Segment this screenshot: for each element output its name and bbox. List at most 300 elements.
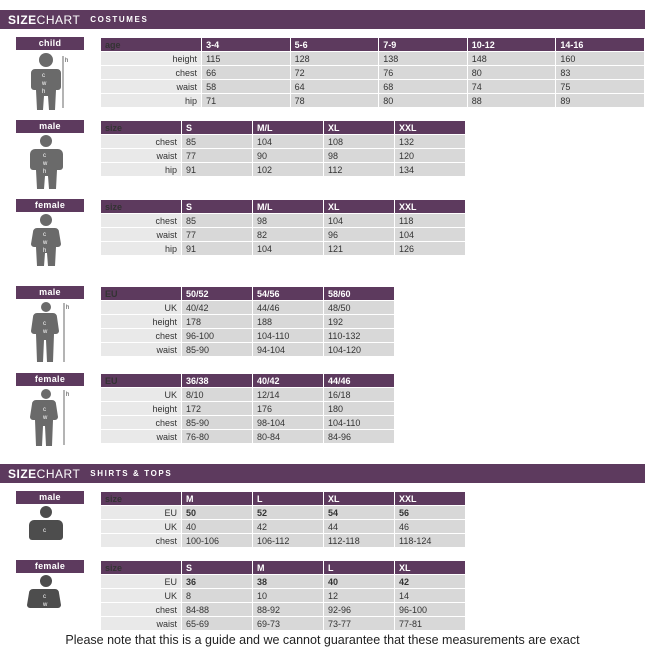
cell: 71 [202, 94, 291, 108]
cell-blank [466, 575, 645, 589]
table-header-row [101, 38, 645, 52]
header-cell: size [101, 200, 182, 214]
cell: 8/10 [182, 388, 253, 402]
cell: 128 [290, 52, 379, 66]
cell: 89 [556, 94, 645, 108]
cell: 180 [324, 402, 395, 416]
cell: 118 [395, 214, 466, 228]
section-female-tops [0, 560, 645, 631]
cell-blank [466, 534, 645, 548]
cell-blank [527, 315, 645, 329]
male-tall-figure [15, 299, 85, 365]
cell: 172 [182, 402, 253, 416]
cell: 126 [395, 242, 466, 256]
cell: 46 [395, 520, 466, 534]
section-male-tops [0, 491, 645, 552]
row-label: hip [101, 242, 182, 256]
cell: 91 [182, 163, 253, 177]
cell: 52 [253, 506, 324, 520]
cell: 69-73 [253, 617, 324, 631]
mark-c: c [43, 407, 46, 413]
cell: 72 [290, 66, 379, 80]
header-cell: XL [324, 200, 395, 214]
table-row [101, 214, 645, 228]
header-cell: L [324, 561, 395, 575]
table-row [101, 135, 645, 149]
header-cell: M [182, 492, 253, 506]
cell: 104-110 [324, 416, 395, 430]
cell: 112 [324, 163, 395, 177]
table-female-tops [100, 560, 645, 631]
mark-w: w [43, 329, 48, 335]
cell: 134 [395, 163, 466, 177]
table-row [101, 589, 645, 603]
banner-subtitle: SHIRTS & TOPS [90, 469, 173, 478]
row-label: waist [101, 228, 182, 242]
header-cell: EU [101, 374, 182, 388]
cell-blank [395, 430, 527, 444]
row-label: UK [101, 520, 182, 534]
section-tag-male-tops: male [16, 491, 84, 504]
mark-h: h [65, 58, 69, 64]
section-tag-male-eu: male [16, 286, 84, 299]
table-row [101, 506, 645, 520]
table-row [101, 242, 645, 256]
header-blank [466, 492, 645, 506]
figure-column [0, 373, 100, 448]
header-cell: M [253, 561, 324, 575]
header-blank [466, 121, 645, 135]
cell: 88 [467, 94, 556, 108]
cell: 10 [253, 589, 324, 603]
cell: 64 [290, 80, 379, 94]
cell: 73-77 [324, 617, 395, 631]
header-blank [466, 200, 645, 214]
cell: 36 [182, 575, 253, 589]
row-label: chest [101, 416, 182, 430]
table-column [100, 373, 645, 444]
mark-h: h [66, 305, 70, 311]
cell: 40/42 [182, 301, 253, 315]
spacer [0, 191, 645, 199]
cell: 50 [182, 506, 253, 520]
cell: 83 [556, 66, 645, 80]
cell: 65-69 [182, 617, 253, 631]
cell: 40 [182, 520, 253, 534]
header-cell: size [101, 492, 182, 506]
table-row [101, 66, 645, 80]
table-row [101, 80, 645, 94]
header-cell: 54/56 [253, 287, 324, 301]
cell: 104-110 [253, 329, 324, 343]
table-row [101, 52, 645, 66]
mark-c: c [43, 321, 46, 327]
female-figure [15, 212, 85, 270]
cell-blank [466, 617, 645, 631]
table-column [100, 199, 645, 256]
cell: 74 [467, 80, 556, 94]
mark-h: h [66, 392, 70, 398]
figure-column [0, 120, 100, 191]
table-column [100, 560, 645, 631]
row-label: chest [101, 214, 182, 228]
cell: 44/46 [253, 301, 324, 315]
spacer [0, 365, 645, 373]
table-header-row [101, 492, 645, 506]
cell: 68 [379, 80, 468, 94]
cell: 178 [182, 315, 253, 329]
header-cell: S [182, 561, 253, 575]
header-cell: age [101, 38, 202, 52]
cell: 80 [467, 66, 556, 80]
row-label: chest [101, 135, 182, 149]
cell-blank [395, 402, 527, 416]
row-label: chest [101, 534, 182, 548]
figure-column [0, 37, 100, 112]
table-header-row [101, 121, 645, 135]
cell: 82 [253, 228, 324, 242]
mark-hip: h [43, 169, 47, 175]
cell: 80-84 [253, 430, 324, 444]
cell: 58 [202, 80, 291, 94]
table-row [101, 329, 645, 343]
table-male-costume [100, 120, 645, 177]
header-cell: XL [324, 121, 395, 135]
cell: 102 [253, 163, 324, 177]
section-tag-child: child [16, 37, 84, 50]
cell-blank [466, 603, 645, 617]
header-cell: 3-4 [202, 38, 291, 52]
cell: 85-90 [182, 343, 253, 357]
section-tag-female-tops: female [16, 560, 84, 573]
table-row [101, 94, 645, 108]
cell-blank [527, 301, 645, 315]
table-row [101, 301, 645, 315]
mark-hip: h [42, 89, 46, 95]
header-blank [527, 374, 645, 388]
section-male-costume [0, 120, 645, 191]
cell: 104 [324, 214, 395, 228]
spacer [0, 483, 645, 491]
cell: 96 [324, 228, 395, 242]
section-male-eu [0, 286, 645, 365]
table-female-eu [100, 373, 645, 444]
header-cell: XXL [395, 492, 466, 506]
cell: 96-100 [182, 329, 253, 343]
cell: 85-90 [182, 416, 253, 430]
table-row [101, 343, 645, 357]
cell-blank [466, 589, 645, 603]
banner-title-bold: SIZE [8, 466, 37, 481]
table-column [100, 286, 645, 357]
table-row [101, 603, 645, 617]
header-cell: 7-9 [379, 38, 468, 52]
table-header-row [101, 561, 645, 575]
cell: 78 [290, 94, 379, 108]
cell: 12 [324, 589, 395, 603]
spacer [0, 29, 645, 37]
cell-blank [527, 402, 645, 416]
cell-blank [527, 430, 645, 444]
cell: 84-88 [182, 603, 253, 617]
table-row [101, 402, 645, 416]
footnote: Please note that this is a guide and we cannot guarantee that these measurements are exact [65, 633, 580, 647]
mark-c: c [43, 232, 46, 238]
table-male-eu [100, 286, 645, 357]
row-label: chest [101, 66, 202, 80]
cell: 48/50 [324, 301, 395, 315]
cell: 84-96 [324, 430, 395, 444]
cell: 104 [253, 135, 324, 149]
figure-column [0, 560, 100, 621]
cell: 192 [324, 315, 395, 329]
header-cell: S [182, 200, 253, 214]
cell-blank [466, 163, 645, 177]
header-cell: EU [101, 287, 182, 301]
cell-blank [466, 506, 645, 520]
cell: 104 [253, 242, 324, 256]
child-figure [15, 50, 85, 112]
cell-blank [395, 416, 527, 430]
cell: 42 [395, 575, 466, 589]
cell-blank [466, 214, 645, 228]
row-label: chest [101, 603, 182, 617]
header-cell: size [101, 121, 182, 135]
row-label: waist [101, 430, 182, 444]
banner-subtitle: COSTUMES [90, 15, 149, 24]
header-cell: XXL [395, 121, 466, 135]
cell: 100-106 [182, 534, 253, 548]
table-column [100, 37, 645, 108]
cell: 76 [379, 66, 468, 80]
table-column [100, 120, 645, 177]
cell: 12/14 [253, 388, 324, 402]
cell: 96-100 [395, 603, 466, 617]
table-row [101, 163, 645, 177]
header-cell: S [182, 121, 253, 135]
figure-column [0, 286, 100, 365]
banner-title-bold: SIZE [8, 12, 37, 27]
row-label: waist [101, 343, 182, 357]
cell: 77 [182, 149, 253, 163]
cell: 138 [379, 52, 468, 66]
cell: 40 [324, 575, 395, 589]
cell-blank [466, 135, 645, 149]
cell: 77 [182, 228, 253, 242]
cell-blank [527, 343, 645, 357]
mark-w: w [43, 415, 48, 421]
header-cell: XXL [395, 200, 466, 214]
cell: 85 [182, 135, 253, 149]
header-cell: 14-16 [556, 38, 645, 52]
table-child [100, 37, 645, 108]
cell: 90 [253, 149, 324, 163]
cell: 160 [556, 52, 645, 66]
mark-w: w [43, 161, 48, 167]
cell: 42 [253, 520, 324, 534]
cell: 98 [253, 214, 324, 228]
banner-title-light: CHART [36, 466, 81, 481]
cell: 8 [182, 589, 253, 603]
mark-c: c [43, 528, 46, 534]
cell: 110-132 [324, 329, 395, 343]
header-cell: M/L [253, 200, 324, 214]
cell-blank [527, 329, 645, 343]
cell-blank [395, 329, 527, 343]
cell: 176 [253, 402, 324, 416]
header-cell: M/L [253, 121, 324, 135]
cell-blank [466, 242, 645, 256]
header-blank [395, 374, 527, 388]
header-cell: 36/38 [182, 374, 253, 388]
table-row [101, 315, 645, 329]
size-chart-page [0, 10, 645, 655]
cell: 148 [467, 52, 556, 66]
row-label: EU [101, 575, 182, 589]
header-blank [527, 287, 645, 301]
table-row [101, 149, 645, 163]
mark-c: c [43, 153, 46, 159]
table-row [101, 430, 645, 444]
row-label: hip [101, 94, 202, 108]
cell: 16/18 [324, 388, 395, 402]
banner-title-light: CHART [36, 12, 81, 27]
cell: 77-81 [395, 617, 466, 631]
cell: 80 [379, 94, 468, 108]
cell: 94-104 [253, 343, 324, 357]
header-cell: 10-12 [467, 38, 556, 52]
section-tag-female: female [16, 199, 84, 212]
section-tag-female-eu: female [16, 373, 84, 386]
table-header-row [101, 374, 645, 388]
banner-shirts-tops [0, 464, 645, 483]
row-label: UK [101, 301, 182, 315]
cell-blank [466, 228, 645, 242]
cell: 188 [253, 315, 324, 329]
cell: 66 [202, 66, 291, 80]
header-cell: 44/46 [324, 374, 395, 388]
cell: 108 [324, 135, 395, 149]
header-cell: 40/42 [253, 374, 324, 388]
cell: 112-118 [324, 534, 395, 548]
cell: 92-96 [324, 603, 395, 617]
cell: 38 [253, 575, 324, 589]
cell: 121 [324, 242, 395, 256]
section-female-costume [0, 199, 645, 270]
cell-blank [395, 343, 527, 357]
cell: 98 [324, 149, 395, 163]
row-label: UK [101, 388, 182, 402]
section-tag-male: male [16, 120, 84, 133]
cell: 104 [395, 228, 466, 242]
cell: 76-80 [182, 430, 253, 444]
row-label: EU [101, 506, 182, 520]
cell: 91 [182, 242, 253, 256]
cell: 106-112 [253, 534, 324, 548]
mark-w: w [42, 81, 47, 87]
mark-c: c [43, 594, 46, 600]
table-row [101, 416, 645, 430]
spacer [0, 552, 645, 560]
cell-blank [395, 301, 527, 315]
table-header-row [101, 287, 645, 301]
row-label: UK [101, 589, 182, 603]
cell: 115 [202, 52, 291, 66]
spacer [0, 270, 645, 286]
cell: 56 [395, 506, 466, 520]
row-label: height [101, 402, 182, 416]
row-label: height [101, 315, 182, 329]
cell: 120 [395, 149, 466, 163]
table-row [101, 520, 645, 534]
header-cell: 5-6 [290, 38, 379, 52]
row-label: waist [101, 149, 182, 163]
cell: 118-124 [395, 534, 466, 548]
row-label: waist [101, 617, 182, 631]
table-row [101, 575, 645, 589]
header-blank [395, 287, 527, 301]
spacer [0, 112, 645, 120]
table-row [101, 388, 645, 402]
figure-column [0, 199, 100, 270]
row-label: height [101, 52, 202, 66]
mark-c: c [42, 73, 45, 79]
row-label: hip [101, 163, 182, 177]
header-cell: size [101, 561, 182, 575]
cell-blank [527, 416, 645, 430]
table-header-row [101, 200, 645, 214]
female-tall-figure [15, 386, 85, 448]
cell-blank [395, 388, 527, 402]
cell: 44 [324, 520, 395, 534]
cell: 88-92 [253, 603, 324, 617]
cell: 104-120 [324, 343, 395, 357]
table-column [100, 491, 645, 548]
section-female-eu [0, 373, 645, 448]
cell: 14 [395, 589, 466, 603]
female-top-figure [15, 573, 85, 621]
header-cell: 50/52 [182, 287, 253, 301]
male-top-figure [15, 504, 85, 552]
mark-w: w [43, 240, 48, 246]
banner-costumes [0, 10, 645, 29]
cell: 75 [556, 80, 645, 94]
header-cell: XL [324, 492, 395, 506]
row-label: waist [101, 80, 202, 94]
table-female-costume [100, 199, 645, 256]
cell-blank [466, 149, 645, 163]
row-label: chest [101, 329, 182, 343]
cell: 54 [324, 506, 395, 520]
table-male-tops [100, 491, 645, 548]
table-row [101, 617, 645, 631]
cell: 132 [395, 135, 466, 149]
cell: 85 [182, 214, 253, 228]
header-blank [466, 561, 645, 575]
cell-blank [466, 520, 645, 534]
header-cell: 58/60 [324, 287, 395, 301]
cell: 98-104 [253, 416, 324, 430]
cell-blank [527, 388, 645, 402]
male-figure [15, 133, 85, 191]
cell-blank [395, 315, 527, 329]
mark-w: w [43, 602, 48, 608]
header-cell: XL [395, 561, 466, 575]
table-row [101, 228, 645, 242]
figure-column [0, 491, 100, 552]
header-cell: L [253, 492, 324, 506]
mark-hip: h [43, 248, 47, 254]
